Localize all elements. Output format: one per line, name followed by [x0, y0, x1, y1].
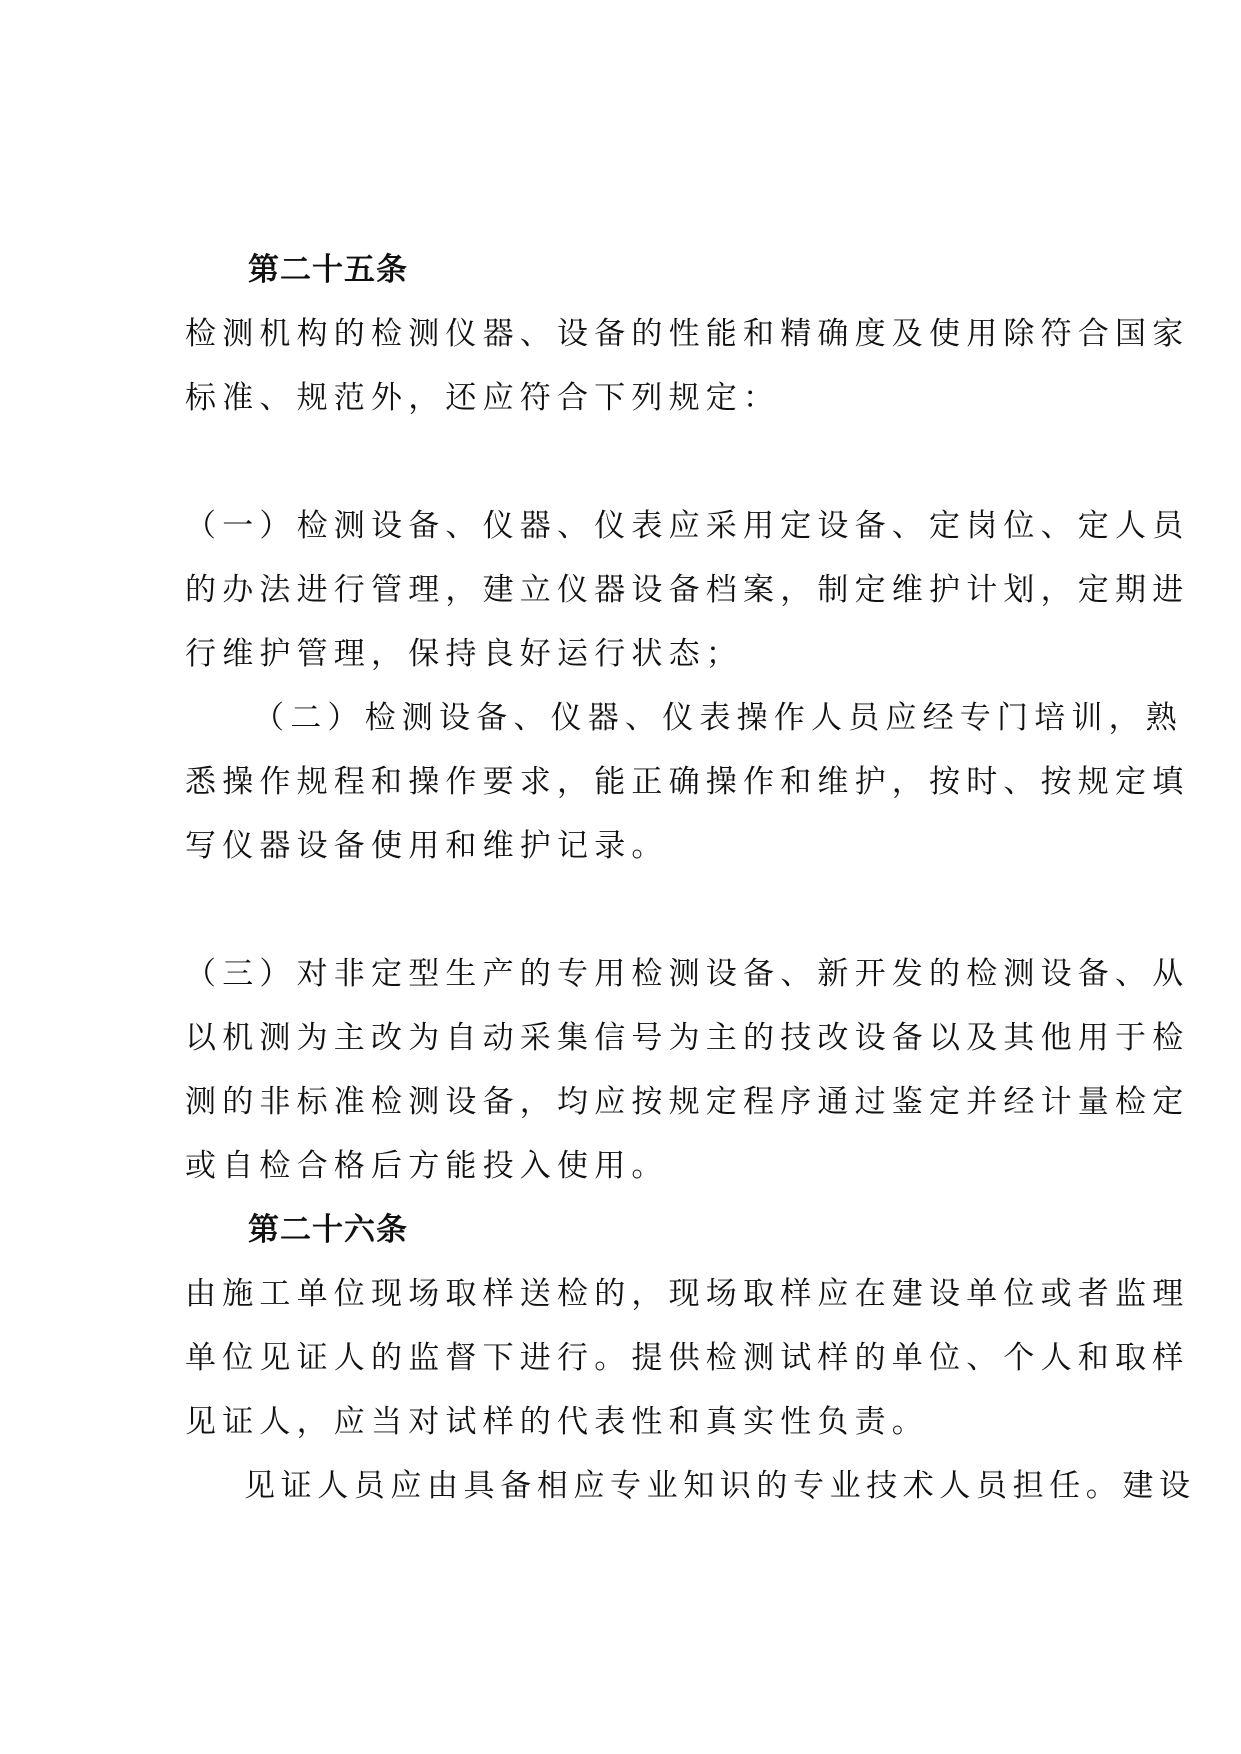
item-2-line-1: （二）检测设备、仪器、仪表操作人员应经专门培训，熟 — [253, 700, 1183, 736]
item-2-line-2: 悉操作规程和操作要求，能正确操作和维护，按时、按规定填 — [185, 764, 1190, 800]
article-26-para-2-line-1: 见证人员应由具备相应专业知识的专业技术人员担任。建设 — [244, 1468, 1196, 1504]
article-25-intro-line-2: 标准、规范外，还应符合下列规定： — [185, 380, 781, 416]
item-1-line-3: 行维护管理，保持良好运行状态； — [185, 636, 743, 672]
article-26-para-1-line-3: 见证人，应当对试样的代表性和真实性负责。 — [185, 1404, 929, 1440]
item-1-line-1: （一）检测设备、仪器、仪表应采用定设备、定岗位、定人员 — [185, 508, 1190, 544]
article-26-para-1-line-2: 单位见证人的监督下进行。提供检测试样的单位、个人和取样 — [185, 1340, 1190, 1376]
item-3-line-1: （三）对非定型生产的专用检测设备、新开发的检测设备、从 — [185, 956, 1190, 992]
item-3-line-4: 或自检合格后方能投入使用。 — [185, 1148, 669, 1184]
article-26-para-1-line-1: 由施工单位现场取样送检的，现场取样应在建设单位或者监理 — [185, 1276, 1190, 1312]
item-3-line-3: 测的非标准检测设备，均应按规定程序通过鉴定并经计量检定 — [185, 1084, 1190, 1120]
article-25-heading: 第二十五条 — [248, 252, 408, 288]
article-26-heading: 第二十六条 — [248, 1212, 408, 1248]
article-25-intro-line-1: 检测机构的检测仪器、设备的性能和精确度及使用除符合国家 — [185, 316, 1190, 352]
item-3-line-2: 以机测为主改为自动采集信号为主的技改设备以及其他用于检 — [185, 1020, 1190, 1056]
item-1-line-2: 的办法进行管理，建立仪器设备档案，制定维护计划，定期进 — [185, 572, 1190, 608]
item-2-line-3: 写仪器设备使用和维护记录。 — [185, 828, 669, 864]
